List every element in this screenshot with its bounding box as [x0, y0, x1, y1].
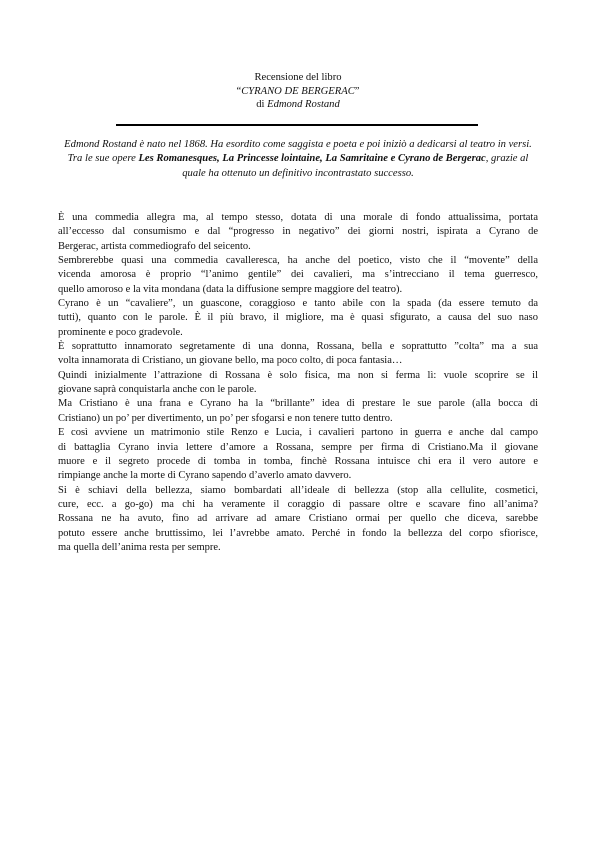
intro-text-2: , grazie al quale ha ottenuto un definitivo incontrastato successo.: [182, 153, 529, 179]
body-line: giovane saprà conquistarla anche con le parole.: [58, 384, 257, 396]
body-line: di battaglia Cyrano invia lettere d’amore a Rossana, sempre per firma di Cristiano.Ma il giovane: [58, 441, 538, 453]
body-line: prominente e poco gradevole.: [58, 326, 183, 338]
author-prefix: di: [256, 99, 268, 110]
body-line: Sembrerebbe quasi una commedia cavalleresca, ha anche del poetico, visto che il “movente” della: [58, 255, 538, 267]
intro-text-1: Edmond Rostand è nato nel 1868. Ha esordito come saggista e poeta e poi iniziò a dedicarsi al teatro in versi. Tra le sue opere: [64, 139, 532, 165]
body-line: È soprattutto innamorato segretamente di una donna, Rossana, bella e soprattutto ”colta” ma a sua: [58, 341, 538, 353]
body-line: Cristiano) un po’ per divertimento, un po’ per sfogarsi e non tenere tutto dentro.: [58, 412, 393, 424]
body-line: muore e il segreto procede di tomba in tomba, finchè Rossana intuisce chi era il vero autore e: [58, 455, 538, 467]
body-line: Rossana ne ha avuto, fino ad arrivare ad amare Cristiano ormai per quello che diceva, sarebbe: [58, 513, 538, 525]
title-close-quote: ”: [354, 85, 360, 97]
review-body: [58, 211, 538, 555]
body-line: all’eccesso dal consumismo e dal “progresso in negativo” dei giorni nostri, ispirata a Cyrano de: [58, 226, 538, 238]
intro-works: Les Romanesques, La Princesse lointaine, La Samritaine e Cyrano de Bergerac: [138, 153, 486, 165]
body-line: E così avviene un matrimonio stile Renzo e Lucia, i cavalieri partono in guerra e anche dal campo: [58, 427, 538, 439]
body-line: vicenda amorosa è proprio “l’animo gentile” dei cavalieri, ma s’intrecciano il tema guerresco,: [58, 269, 538, 281]
author-intro: [58, 138, 538, 181]
body-line: Quindi inizialmente l’attrazione di Rossana è solo fisica, ma non si ferma lì: vuole scoprire se il: [58, 369, 538, 381]
body-line: ma quella dell’anima resta per sempre.: [58, 541, 221, 553]
review-label: Recensione del libro: [254, 72, 342, 83]
body-line: Cyrano è un “cavaliere”, un guascone, coraggioso e tanto abile con la spada (da essere temuto da: [58, 298, 538, 310]
body-line: tutti), quanto con le parole. È il più bravo, il migliore, ma è quasi sfigurato, a causa del suo naso: [58, 312, 538, 324]
title-open-quote: “: [236, 85, 242, 97]
author-name: Edmond Rostand: [267, 99, 340, 110]
body-line: Bergerac, artista commediografo del seicento.: [58, 240, 251, 252]
body-line: Ma Cristiano è una frana e Cyrano ha la “brillante” idea di prestare le sue parole (alla bocca di: [58, 398, 538, 410]
book-title: CYRANO DE BERGERAC: [241, 85, 355, 97]
author-line: [0, 98, 596, 112]
body-line: potuto essere anche bruttissimo, lei l’avrebbe amato. Perché in fondo la bellezza del corpo sfiorisce,: [58, 527, 538, 539]
body-line: volta innamorata di Cristiano, un giovane bello, ma poco colto, di poca fantasia…: [58, 355, 403, 367]
body-line: Si è schiavi della bellezza, siamo bombardati all’ideale di bellezza (stop alla cellulite, cosmetici,: [58, 484, 538, 496]
body-line: cure, ecc. a go-go) ma chi ha veramente il coraggio di passare oltre e scavare fino all’anima?: [58, 498, 538, 510]
book-title-line: [0, 85, 596, 99]
body-line: quello amoroso e la vita mondana (data la diffusione sempre maggiore del teatro).: [58, 283, 403, 295]
body-line: È una commedia allegra ma, al tempo stesso, dotata di una morale di fondo attualissima, portata: [58, 212, 538, 223]
header-divider: [116, 124, 478, 126]
body-line: rimpiange anche la morte di Cyrano sapendo d’averlo amato davvero.: [58, 470, 352, 482]
review-header: [0, 71, 596, 112]
